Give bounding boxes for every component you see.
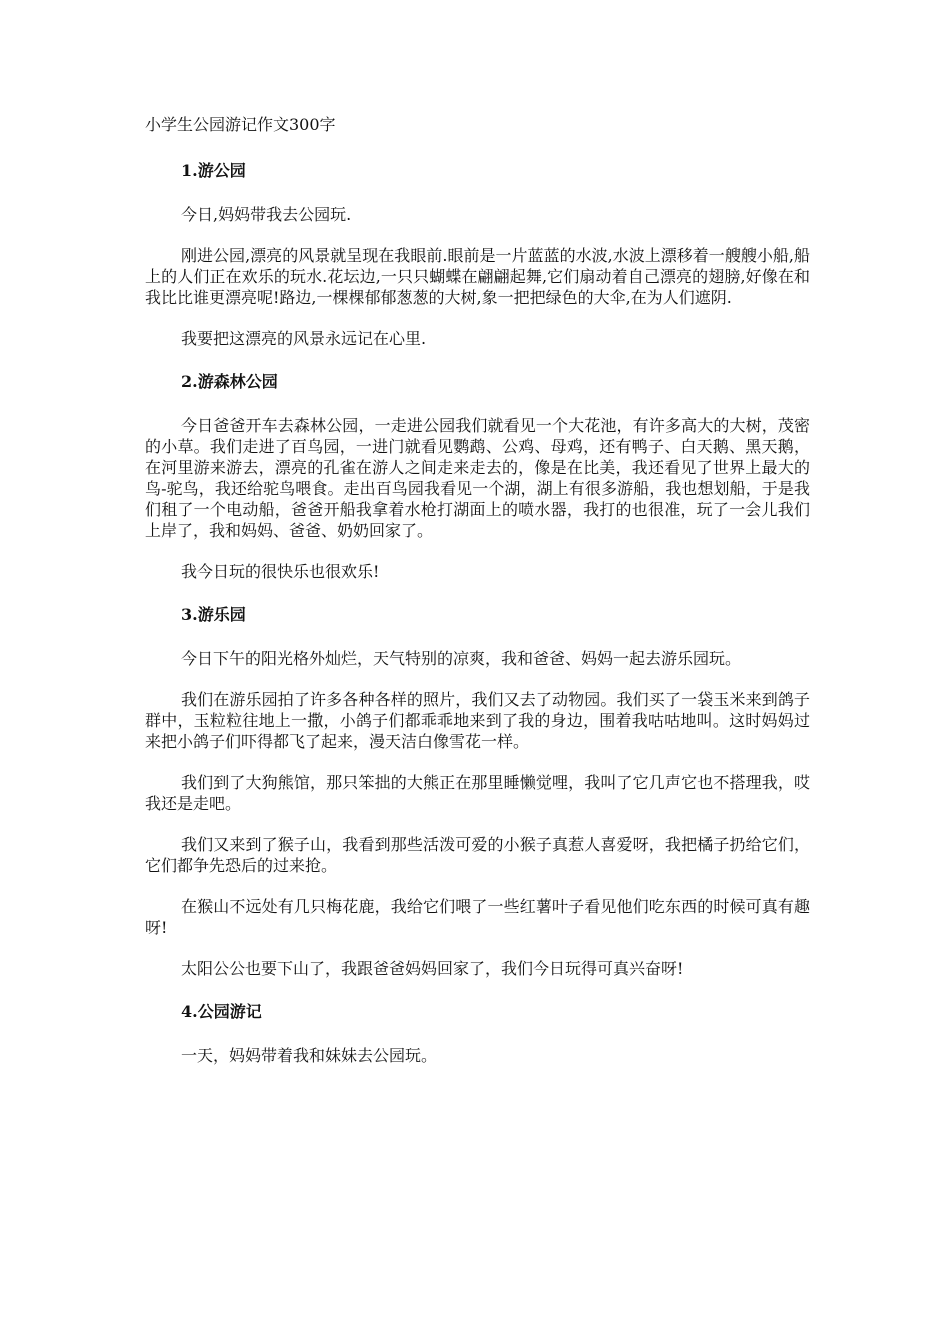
- paragraph: 一天，妈妈带着我和妹妹去公园玩。: [181, 1046, 438, 1065]
- paragraph: 今日,妈妈带我去公园玩.: [181, 205, 352, 224]
- section-1: [145, 158, 810, 349]
- document-title: 小学生公园游记作文300字: [145, 115, 336, 134]
- paragraph: 在猴山不远处有几只梅花鹿，我给它们喂了一些红薯叶子看见他们吃东西的时候可真有趣呀!: [145, 897, 810, 937]
- section-heading: 3.游乐园: [181, 605, 246, 624]
- paragraph: 我们在游乐园拍了许多各种各样的照片，我们又去了动物园。我们买了一袋玉米来到鸽子群中，玉粒粒往地上一撒，小鸽子们都乖乖地来到了我的身边，围着我咕咕地叫。这时妈妈过来把小鸽子们吓得都飞了起来，漫天洁白像雪花一样。: [145, 690, 810, 751]
- paragraph: 今日下午的阳光格外灿烂，天气特别的凉爽，我和爸爸、妈妈一起去游乐园玩。: [181, 649, 742, 668]
- paragraph: 我要把这漂亮的风景永远记在心里.: [181, 329, 427, 348]
- section-heading: 4.公园游记: [181, 1002, 262, 1021]
- paragraph: 我今日玩的很快乐也很欢乐!: [181, 562, 380, 581]
- document-page: [145, 112, 810, 1086]
- paragraph: 我们又来到了猴子山，我看到那些活泼可爱的小猴子真惹人喜爱呀，我把橘子扔给它们，它们都争先恐后的过来抢。: [145, 835, 810, 875]
- section-2: [145, 369, 810, 582]
- paragraph: 刚进公园,漂亮的风景就呈现在我眼前.眼前是一片蓝蓝的水波,水波上漂移着一艘艘小船,船上的人们正在欢乐的玩水.花坛边,一只只蝴蝶在翩翩起舞,它们扇动着自己漂亮的翅膀,好像在和我比比谁更漂亮呢!路边,一棵棵郁郁葱葱的大树,象一把把绿色的大伞,在为人们遮阴.: [145, 246, 810, 307]
- section-3: [145, 602, 810, 979]
- paragraph: 今日爸爸开车去森林公园，一走进公园我们就看见一个大花池，有许多高大的大树，茂密的小草。我们走进了百鸟园，一进门就看见鹦鹉、公鸡、母鸡，还有鸭子、白天鹅、黑天鹅，在河里游来游去，漂亮的孔雀在游人之间走来走去的，像是在比美，我还看见了世界上最大的鸟-驼鸟，我还给驼鸟喂食。走出百鸟园我看见一个湖，湖上有很多游船，我也想划船，于是我们租了一个电动船，爸爸开船我拿着水枪打湖面上的喷水器，我打的也很准，玩了一会儿我们上岸了，我和妈妈、爸爸、奶奶回家了。: [145, 416, 810, 540]
- section-4: [145, 999, 810, 1066]
- section-heading: 2.游森林公园: [181, 372, 278, 391]
- section-heading: 1.游公园: [181, 161, 246, 180]
- paragraph: 我们到了大狗熊馆，那只笨拙的大熊正在那里睡懒觉哩，我叫了它几声它也不搭理我，哎我还是走吧。: [145, 773, 810, 813]
- paragraph: 太阳公公也要下山了，我跟爸爸妈妈回家了，我们今日玩得可真兴奋呀!: [181, 959, 684, 978]
